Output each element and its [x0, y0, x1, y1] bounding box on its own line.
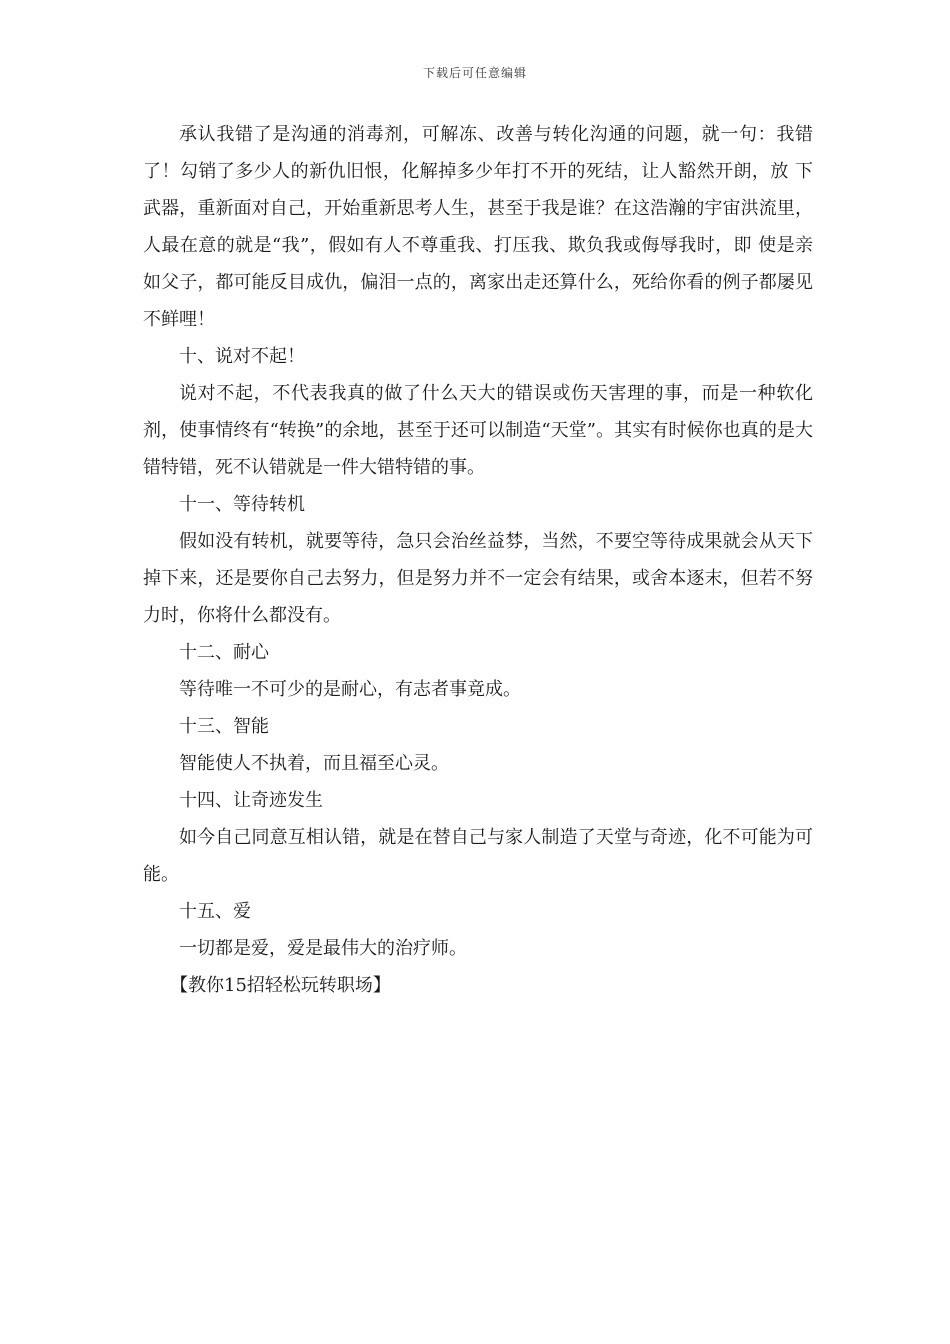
paragraph-admit-mistake: 承认我错了是沟通的消毒剂，可解冻、改善与转化沟通的问题，就一句：我错了！勾销了多少人的新仇旧恨，化解掉多少年打不开的死结，让人豁然开朗，放 下武器，重新面对自己，开始重新思考人生，甚至于我是谁？在这浩瀚的宇宙洪流里，人最在意的就是“我”，假如有人不尊重我、打压我、欺负我或侮辱我时，即 使是亲如父子，都可能反目成仇，偏泪一点的，离家出走还算什么，死给你看的例子都屡见不鲜哩！ [143, 124, 813, 330]
article-title-link: 【教你15招轻松玩转职场】 [170, 975, 391, 996]
section-heading-15: 十五、爱 [179, 901, 251, 922]
document-body [143, 116, 813, 1004]
paragraph-miracle: 如今自己同意互相认错，就是在替自己与家人制造了天堂与奇迹，化不可能为可能。 [143, 827, 813, 885]
section-heading-11: 十一、等待转机 [179, 494, 305, 515]
section-heading-10: 十、说对不起！ [179, 346, 305, 367]
section-heading-12: 十二、耐心 [179, 642, 269, 663]
paragraph-wisdom: 智能使人不执着，而且福至心灵。 [179, 753, 449, 774]
paragraph-wait-turnaround: 假如没有转机，就要等待，急只会治丝益棼，当然，不要空等待成果就会从天下掉下来，还是要你自己去努力，但是努力并不一定会有结果，或舍本逐末，但若不努力时，你将什么都没有。 [143, 531, 813, 626]
section-heading-13: 十三、智能 [179, 716, 269, 737]
paragraph-say-sorry: 说对不起，不代表我真的做了什么天大的错误或伤天害理的事，而是一种软化剂，使事情终有“转换”的余地，甚至于还可以制造“天堂”。其实有时候你也真的是大错特错，死不认错就是一件大错特错的事。 [143, 383, 813, 478]
paragraph-patience: 等待唯一不可少的是耐心，有志者事竟成。 [179, 679, 521, 700]
section-heading-14: 十四、让奇迹发生 [179, 790, 323, 811]
paragraph-love: 一切都是爱，爱是最伟大的治疗师。 [179, 938, 467, 959]
page-header: 下载后可任意编辑 [422, 66, 527, 80]
